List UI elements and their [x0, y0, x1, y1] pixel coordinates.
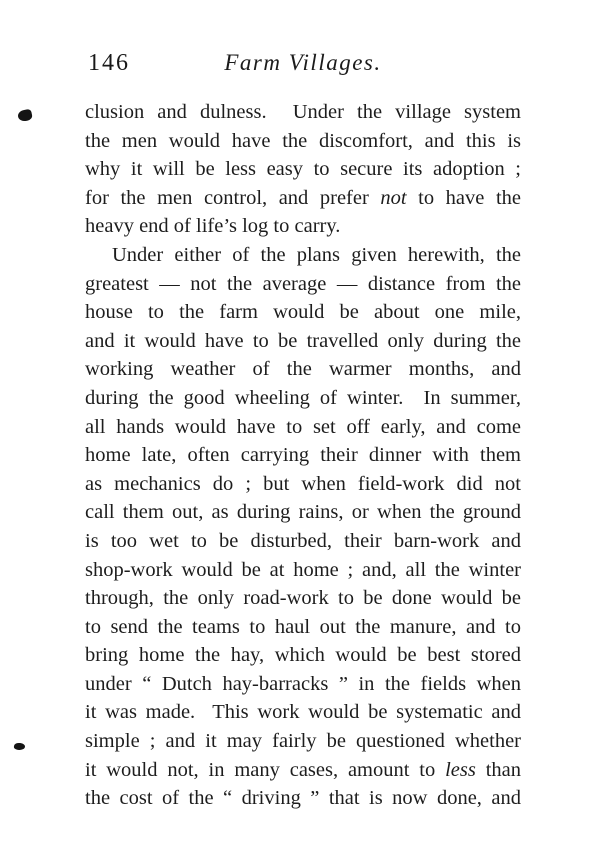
text-line	[85, 384, 521, 413]
paragraph	[85, 241, 521, 813]
paragraph	[85, 98, 521, 241]
text-line	[85, 413, 521, 442]
text-segment: clusion and dulness. Under the village system	[85, 101, 521, 123]
text-segment: shop-work would be at home ; and, all the winter	[85, 558, 521, 581]
text-line	[85, 498, 521, 527]
italic-text: less	[445, 758, 476, 781]
text-segment: through, the only road-work to be done would be	[85, 587, 521, 610]
text-segment: it would not, in many cases, amount to	[85, 758, 446, 781]
text-segment: for the men control, and prefer	[85, 186, 381, 209]
text-line	[85, 327, 521, 356]
text-segment: during the good wheeling of winter. In summer,	[85, 386, 521, 409]
text-segment: the men would have the discomfort, and this is	[85, 129, 521, 152]
text-segment: to send the teams to haul out the manure, and to	[85, 615, 521, 638]
ink-mark	[14, 742, 26, 750]
text-segment: all hands would have to set off early, and come	[85, 415, 521, 438]
text-segment: call them out, as during rains, or when the ground	[85, 501, 521, 524]
page-number: 146	[88, 50, 130, 76]
text-line	[85, 784, 521, 813]
text-line	[85, 727, 521, 756]
text-line	[85, 212, 521, 241]
text-line	[85, 184, 521, 213]
text-line	[85, 698, 521, 727]
text-line	[85, 98, 521, 127]
text-line	[85, 355, 521, 384]
text-segment: and it would have to be travelled only during the	[85, 329, 521, 352]
text-segment: the cost of the “ driving ” that is now done, and	[85, 787, 521, 810]
text-line	[85, 670, 521, 699]
text-segment: house to the farm would be about one mile,	[85, 301, 521, 324]
text-segment: heavy end of life’s log to carry.	[85, 215, 341, 238]
text-segment: Under either of the plans given herewith, the	[112, 243, 521, 266]
text-line	[85, 556, 521, 585]
text-segment: as mechanics do ; but when field-work did not	[85, 472, 521, 495]
italic-text: not	[380, 186, 407, 209]
text-line	[85, 470, 521, 499]
text-segment: simple ; and it may fairly be questioned whether	[85, 730, 521, 753]
text-line	[85, 270, 521, 299]
text-segment: bring home the hay, which would be best stored	[85, 644, 521, 667]
text-segment: under “ Dutch hay-barracks ” in the fields when	[85, 672, 521, 695]
text-line	[85, 298, 521, 327]
text-line	[85, 641, 521, 670]
ink-mark	[17, 109, 33, 123]
text-line	[85, 241, 521, 270]
text-segment: to have the	[406, 186, 521, 209]
page-header	[85, 50, 521, 80]
text-line	[85, 127, 521, 156]
text-line	[85, 756, 521, 785]
text-segment: working weather of the warmer months, and	[85, 358, 521, 381]
text-segment: greatest — not the average — distance from the	[85, 272, 521, 295]
text-segment: home late, often carrying their dinner with them	[85, 444, 521, 467]
text-line	[85, 155, 521, 184]
text-line	[85, 527, 521, 556]
text-line	[85, 613, 521, 642]
text-segment: is too wet to be disturbed, their barn-work and	[85, 529, 521, 552]
running-title: Farm Villages.	[224, 50, 382, 75]
text-segment: it was made. This work would be systematic and	[85, 701, 521, 724]
text-segment: than	[475, 758, 522, 781]
text-segment: why it will be less easy to secure its adoption ;	[85, 158, 521, 181]
text-line	[85, 584, 521, 613]
body-text	[85, 98, 521, 813]
text-line	[85, 441, 521, 470]
